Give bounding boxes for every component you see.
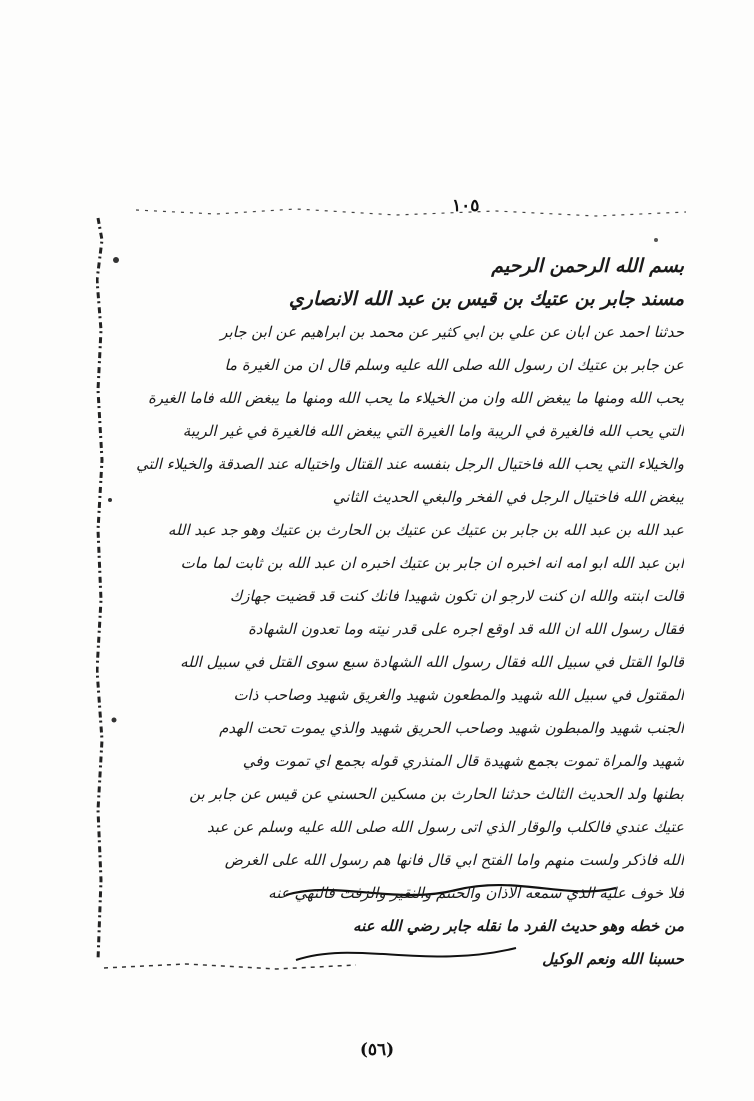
basmala-line: بسم الله الرحمن الرحيم (491, 255, 684, 277)
folio-mark: ١٠٥ (452, 196, 480, 216)
colophon-line: حسبنا الله ونعم الوكيل (542, 950, 684, 968)
text-line: عبد الله بن عبد الله بن جابر بن عتيك عن عتيك بن الحارث بن عتيك وهو جد عبد الله (167, 521, 684, 539)
text-line: المقتول في سبيل الله شهيد والمطعون شهيد والغريق شهيد وصاحب ذات (233, 686, 684, 704)
text-line: حدثنا احمد عن ابان عن علي بن ابي كثير عن محمد بن ابراهيم عن ابن جابر (220, 323, 684, 341)
text-line: الله فاذكر ولست منهم واما الفتح ابي قال فانها هم رسول الله على الغرض (224, 851, 684, 869)
section-heading: مسند جابر بن عتيك بن قيس بن عبد الله الانصاري (288, 288, 684, 310)
text-line: فلا خوف عليه الذي سمعه الاذان والحنتم والنقير والزفت فالنهي عنه (268, 884, 684, 902)
text-line: يبغض الله فاختيال الرجل في الفخر والبغي الحديث الثاني (332, 488, 684, 506)
manuscript-leaf (96, 200, 706, 970)
text-line: قالت ابنته والله ان كنت لارجو ان تكون شهيدا فانك كنت قد قضيت جهازك (229, 587, 684, 605)
text-line: شهيد والمراة تموت بجمع شهيدة قال المنذري قوله بجمع اي تموت وفي (242, 752, 684, 770)
text-line: الجنب شهيد والمبطون شهيد وصاحب الحريق شهيد والذي يموت تحت الهدم (219, 719, 684, 737)
text-line: والخيلاء التي يحب الله فاختيال الرجل بنفسه عند القتال واختياله عند الصدقة والخيلاء التي (136, 455, 684, 473)
text-line: ابن عبد الله ابو امه انه اخبره ان جابر بن عتيك اخبره ان عبد الله بن ثابت لما مات (180, 554, 684, 572)
manuscript-text (124, 250, 684, 976)
text-line: قالوا القتل في سبيل الله فقال رسول الله الشهادة سبع سوى القتل في سبيل الله (180, 653, 684, 671)
text-line: عن جابر بن عتيك ان رسول الله صلى الله عليه وسلم قال ان من الغيرة ما (224, 356, 684, 374)
colophon-line: من خطه وهو حديث الفرد ما نقله جابر رضي الله عنه (353, 917, 684, 935)
page-number: (٥٦) (359, 1040, 395, 1060)
text-line: عتيك عندي فالكلب والوقار الذي اتى رسول الله صلى الله عليه وسلم عن عبد (206, 818, 684, 836)
text-line: يحب الله ومنها ما يبغض الله وان من الخيلاء ما يحب الله ومنها ما يبغض الله فاما الغيرة (147, 389, 684, 407)
text-line: فقال رسول الله ان الله قد اوقع اجره على قدر نيته وما تعدون الشهادة (247, 620, 684, 638)
text-line: التي يحب الله فالغيرة في الريبة واما الغيرة التي يبغض الله فالغيرة في غير الريبة (182, 422, 684, 440)
text-line: بطنها ولد الحديث الثالث حدثنا الحارث بن مسكين الحسني عن قيس عن جابر بن (189, 785, 684, 803)
